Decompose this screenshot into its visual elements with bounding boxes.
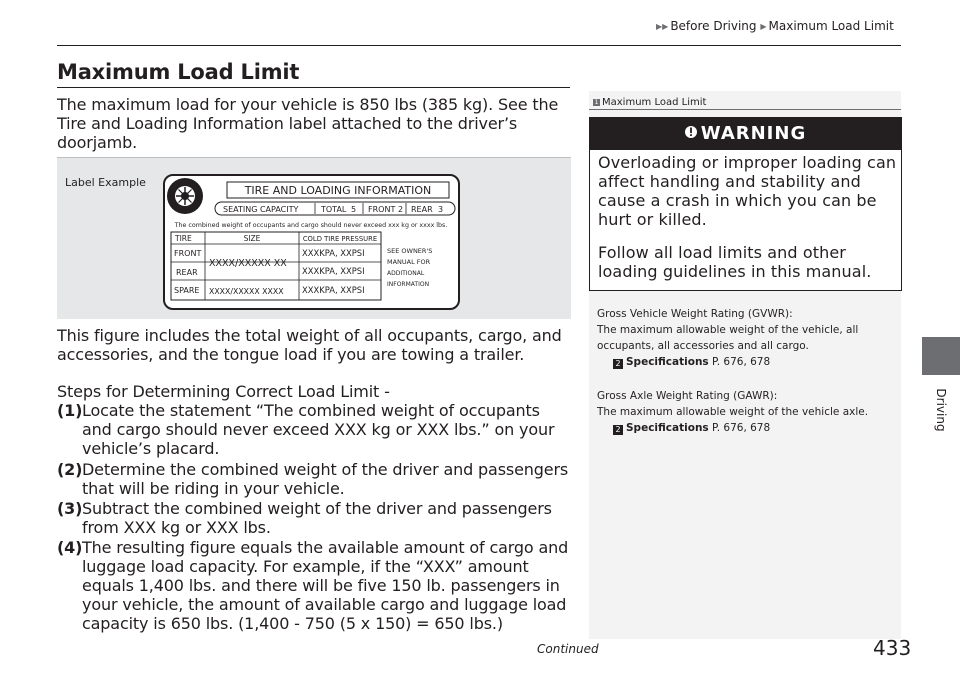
pressure-front: XXXKPA, XXPSI: [302, 248, 365, 258]
steps-heading: Steps for Determining Correct Load Limit -: [57, 382, 390, 401]
breadcrumb-item-before-driving[interactable]: Before Driving: [670, 19, 757, 33]
pressure-spare: XXXKPA, XXPSI: [302, 285, 365, 295]
front-value: 2: [398, 205, 404, 214]
gvwr-title: Gross Vehicle Weight Rating (GVWR):: [597, 308, 793, 320]
col-pressure: COLD TIRE PRESSURE: [302, 235, 378, 243]
step-item: [57, 499, 572, 537]
alert-triangle-icon: [685, 118, 697, 150]
step-text: The resulting figure equals the available amount of cargo and luggage load capacity. For example, if the “XXX” amount equals 1,400 lbs. and there will be five 150 lb. passengers in your vehicle, the amount of available cargo and luggage load capacity is 650 lbs. (1,400 - 750 (5 x 150) = 650 lbs.): [82, 538, 569, 633]
xref-label[interactable]: Specifications: [626, 422, 709, 434]
label-example-caption: Label Example: [65, 176, 146, 189]
see-owners-line-4: INFORMATION: [387, 281, 430, 288]
gvwr-cross-reference[interactable]: [597, 354, 897, 370]
gawr-title: Gross Axle Weight Rating (GAWR):: [597, 390, 778, 402]
xref-arrow-icon: 2: [613, 359, 623, 369]
page-title: Maximum Load Limit: [57, 60, 300, 84]
step-item: [57, 401, 572, 458]
continued-label: Continued: [537, 642, 599, 656]
step-text: Locate the statement “The combined weight of occupants and cargo should never exceed XXX kg or XXX lbs.” on your vehicle’s placard.: [82, 401, 555, 458]
warning-text-2: Follow all load limits and other loading guidelines in this manual.: [598, 243, 872, 281]
tire-icon: [167, 178, 203, 214]
step-number: (1): [57, 401, 83, 420]
gawr-text: The maximum allowable weight of the vehicle axle.: [597, 406, 869, 418]
step-item: [57, 460, 572, 498]
step-text: Subtract the combined weight of the driver and passengers from XXX kg or XXX lbs.: [82, 499, 552, 537]
row-spare: SPARE: [174, 286, 200, 295]
placard-drawing: [165, 176, 458, 308]
pressure-rear: XXXKPA, XXPSI: [302, 266, 365, 276]
col-size: SIZE: [243, 234, 261, 243]
header-rule: [57, 45, 901, 46]
size-spare: XXXX/XXXXX XXXX: [209, 287, 284, 296]
row-front: FRONT: [174, 249, 202, 258]
warning-box: [589, 117, 902, 291]
see-owners-line-3: ADDITIONAL: [387, 270, 425, 277]
front-label: FRONT: [368, 205, 396, 214]
see-owners-line-1: SEE OWNER'S: [387, 247, 433, 255]
intro-paragraph: The maximum load for your vehicle is 850 lbs (385 kg). See the Tire and Loading Information label attached to the driver’s doorjamb.: [57, 95, 559, 152]
breadcrumb-item-maximum-load-limit[interactable]: Maximum Load Limit: [768, 19, 894, 33]
gvwr-note: [597, 306, 897, 370]
rear-label: REAR: [411, 205, 433, 214]
combined-weight-statement: The combined weight of occupants and cargo should never exceed xxx kg or xxxx lbs.: [174, 222, 448, 229]
step-number: (4): [57, 538, 83, 557]
title-rule: [57, 87, 570, 88]
section-tab[interactable]: [922, 337, 960, 375]
breadcrumb-arrow-icon: ▶: [760, 22, 767, 31]
step-number: (3): [57, 499, 83, 518]
gawr-note: [597, 388, 897, 436]
note-title: Maximum Load Limit: [602, 97, 707, 108]
total-label: TOTAL: [321, 205, 347, 214]
gvwr-text: The maximum allowable weight of the vehicle, all occupants, all accessories and all cargo.: [597, 324, 859, 352]
step-text: Determine the combined weight of the driver and passengers that will be riding in your vehicle.: [82, 460, 569, 498]
breadcrumb-arrow-icon: ▶▶: [656, 22, 669, 31]
note-marker-icon: 1: [594, 99, 599, 106]
total-value: 5: [351, 205, 357, 214]
warning-banner: [590, 118, 901, 150]
step-item: [57, 538, 572, 633]
col-tire: TIRE: [175, 234, 192, 243]
xref-label[interactable]: Specifications: [626, 356, 709, 368]
page-number: 433: [873, 636, 912, 660]
breadcrumb: [656, 19, 894, 33]
see-owners-line-2: MANUAL FOR: [387, 258, 431, 266]
xref-arrow-icon: 2: [613, 425, 623, 435]
xref-pages[interactable]: P. 676, 678: [712, 356, 771, 368]
note-rule: [589, 109, 901, 110]
warning-text-1: Overloading or improper loading can affect handling and stability and cause a crash in which you can be hurt or killed.: [598, 153, 897, 229]
row-rear: REAR: [176, 268, 198, 277]
sidebar-note-heading: [593, 97, 706, 108]
rear-value: 3: [438, 205, 444, 214]
gawr-cross-reference[interactable]: [597, 420, 897, 436]
seating-capacity-label: SEATING CAPACITY: [223, 205, 299, 214]
label-example-figure: [57, 157, 571, 319]
tire-loading-placard: [163, 174, 460, 310]
placard-title: TIRE AND LOADING INFORMATION: [244, 184, 432, 197]
size-front-rear: XXXX/XXXXX XX: [209, 258, 287, 269]
figure-description: This figure includes the total weight of all occupants, cargo, and accessories, and the tongue load if you are towing a trailer.: [57, 326, 562, 364]
warning-label: WARNING: [700, 123, 807, 144]
xref-pages[interactable]: P. 676, 678: [712, 422, 771, 434]
section-tab-label: Driving: [934, 388, 948, 432]
step-number: (2): [57, 460, 83, 479]
